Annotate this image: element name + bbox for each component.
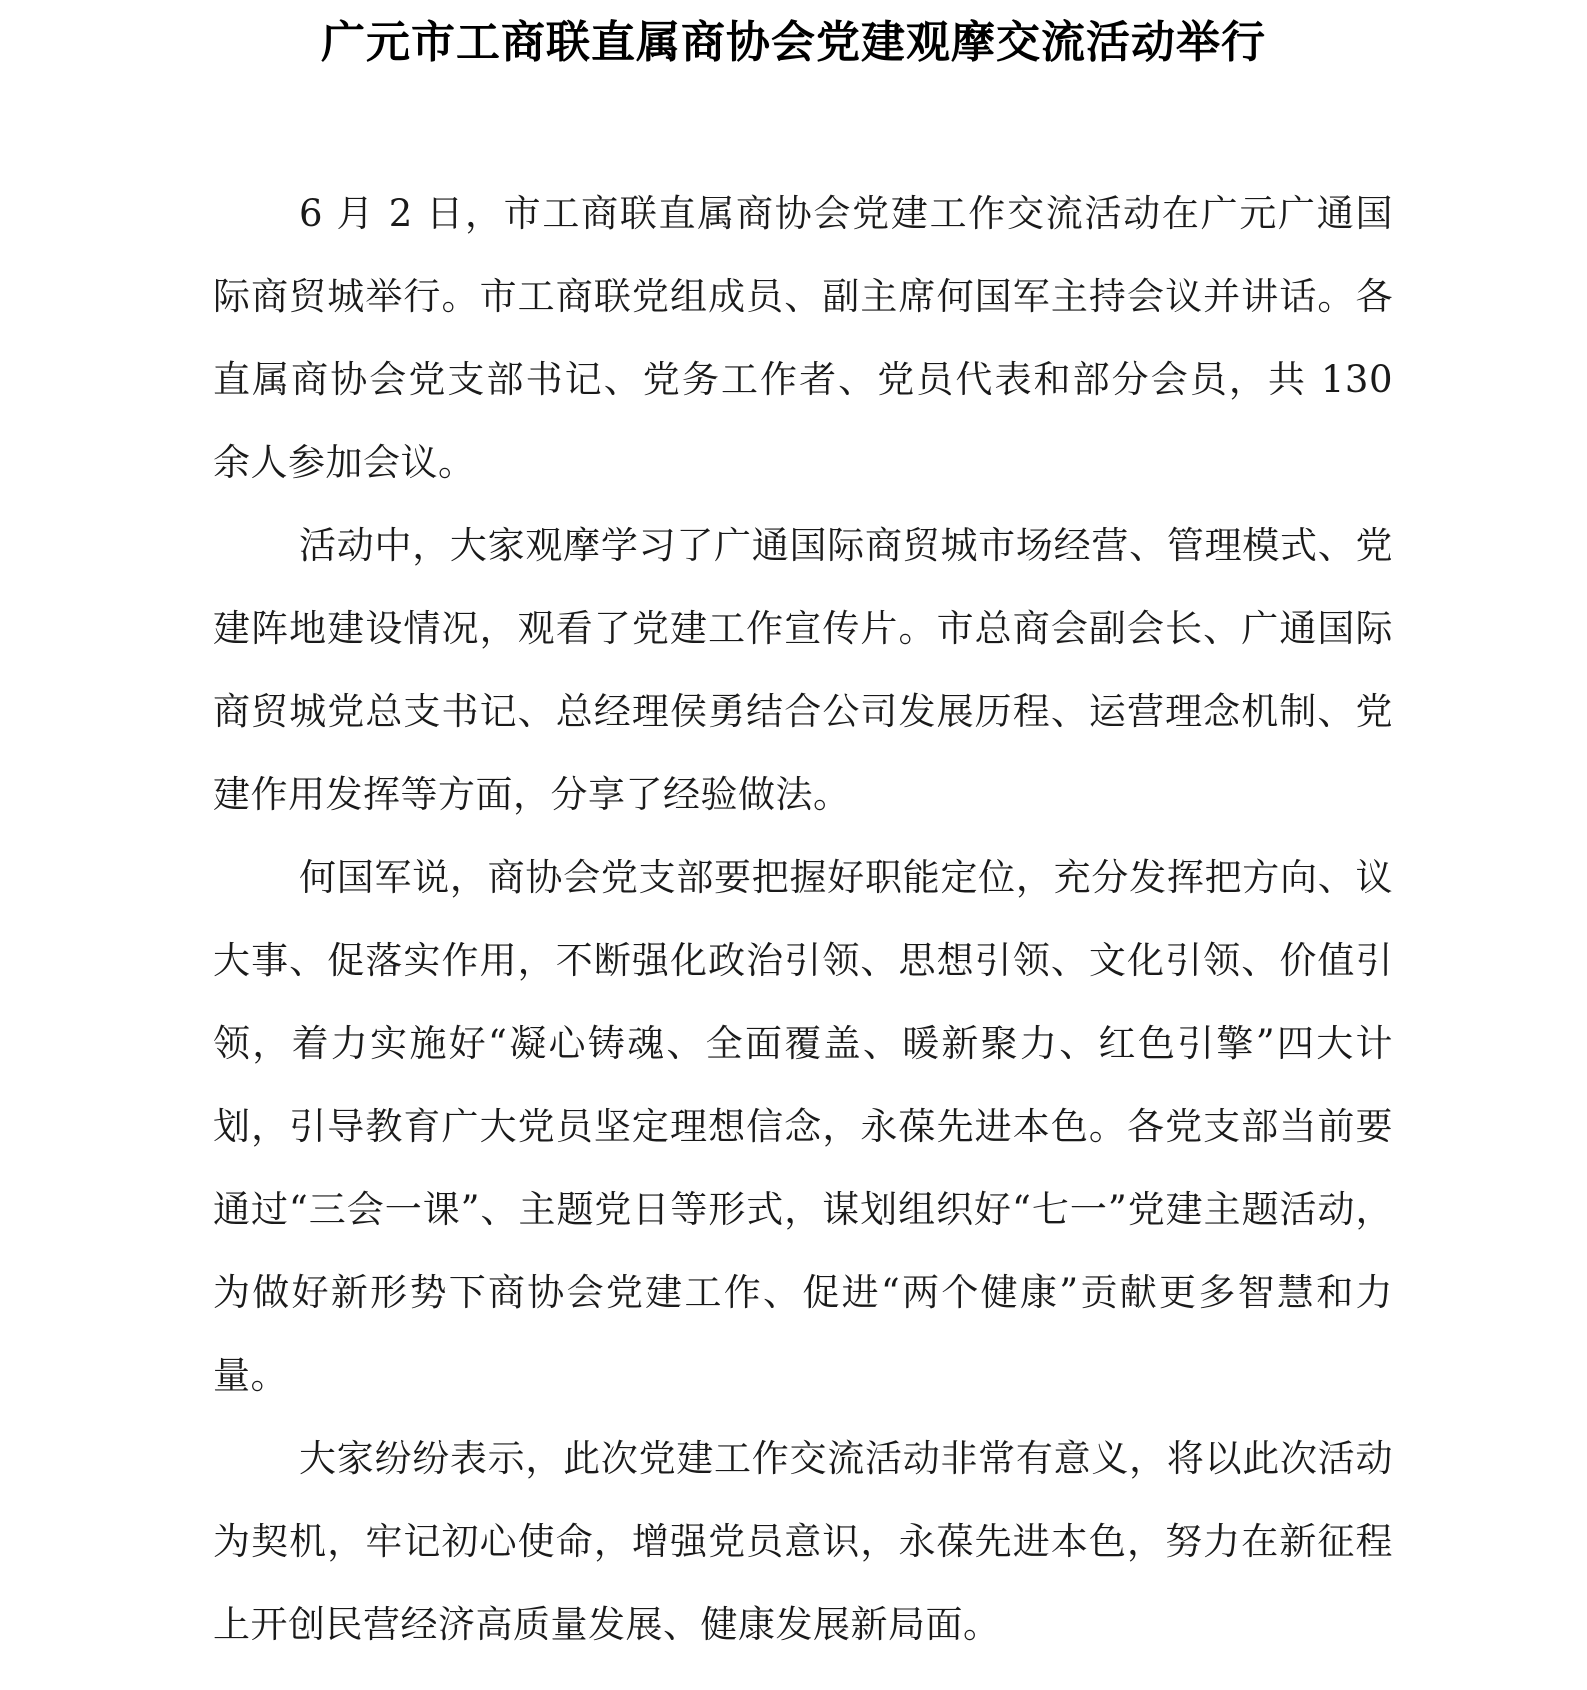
paragraph-conclusion: 大家纷纷表示，此次党建工作交流活动非常有意义，将以此次活动为契机，牢记初心使命，增强党员意识，永葆先进本色，努力在新征程上开创民营经济高质量发展、健康发展新局面。 [213,1437,1393,1646]
paragraph-observation: 活动中，大家观摩学习了广通国际商贸城市场经营、管理模式、党建阵地建设情况，观看了党建工作宣传片。市总商会副会长、广通国际商贸城党总支书记、总经理侯勇结合公司发展历程、运营理念机制、党建作用发挥等方面，分享了经验做法。 [213,524,1393,816]
paragraph-speech: 何国军说，商协会党支部要把握好职能定位，充分发挥把方向、议大事、促落实作用，不断强化政治引领、思想引领、文化引领、价值引领，着力实施好“凝心铸魂、全面覆盖、暖新聚力、红色引擎”四大计划，引导教育广大党员坚定理想信念，永葆先进本色。各党支部当前要通过“三会一课”、主题党日等形式，谋划组织好“七一”党建主题活动，为做好新形势下商协会党建工作、促进“两个健康”贡献更多智慧和力量。 [213,856,1393,1397]
article-body [213,172,1393,1666]
article-title: 广元市工商联直属商协会党建观摩交流活动举行 [321,17,1266,68]
paragraph-meeting-intro: 6 月 2 日，市工商联直属商协会党建工作交流活动在广元广通国际商贸城举行。市工商联党组成员、副主席何国军主持会议并讲话。各直属商协会党支部书记、党务工作者、党员代表和部分会员，共 130 余人参加会议。 [213,192,1393,484]
